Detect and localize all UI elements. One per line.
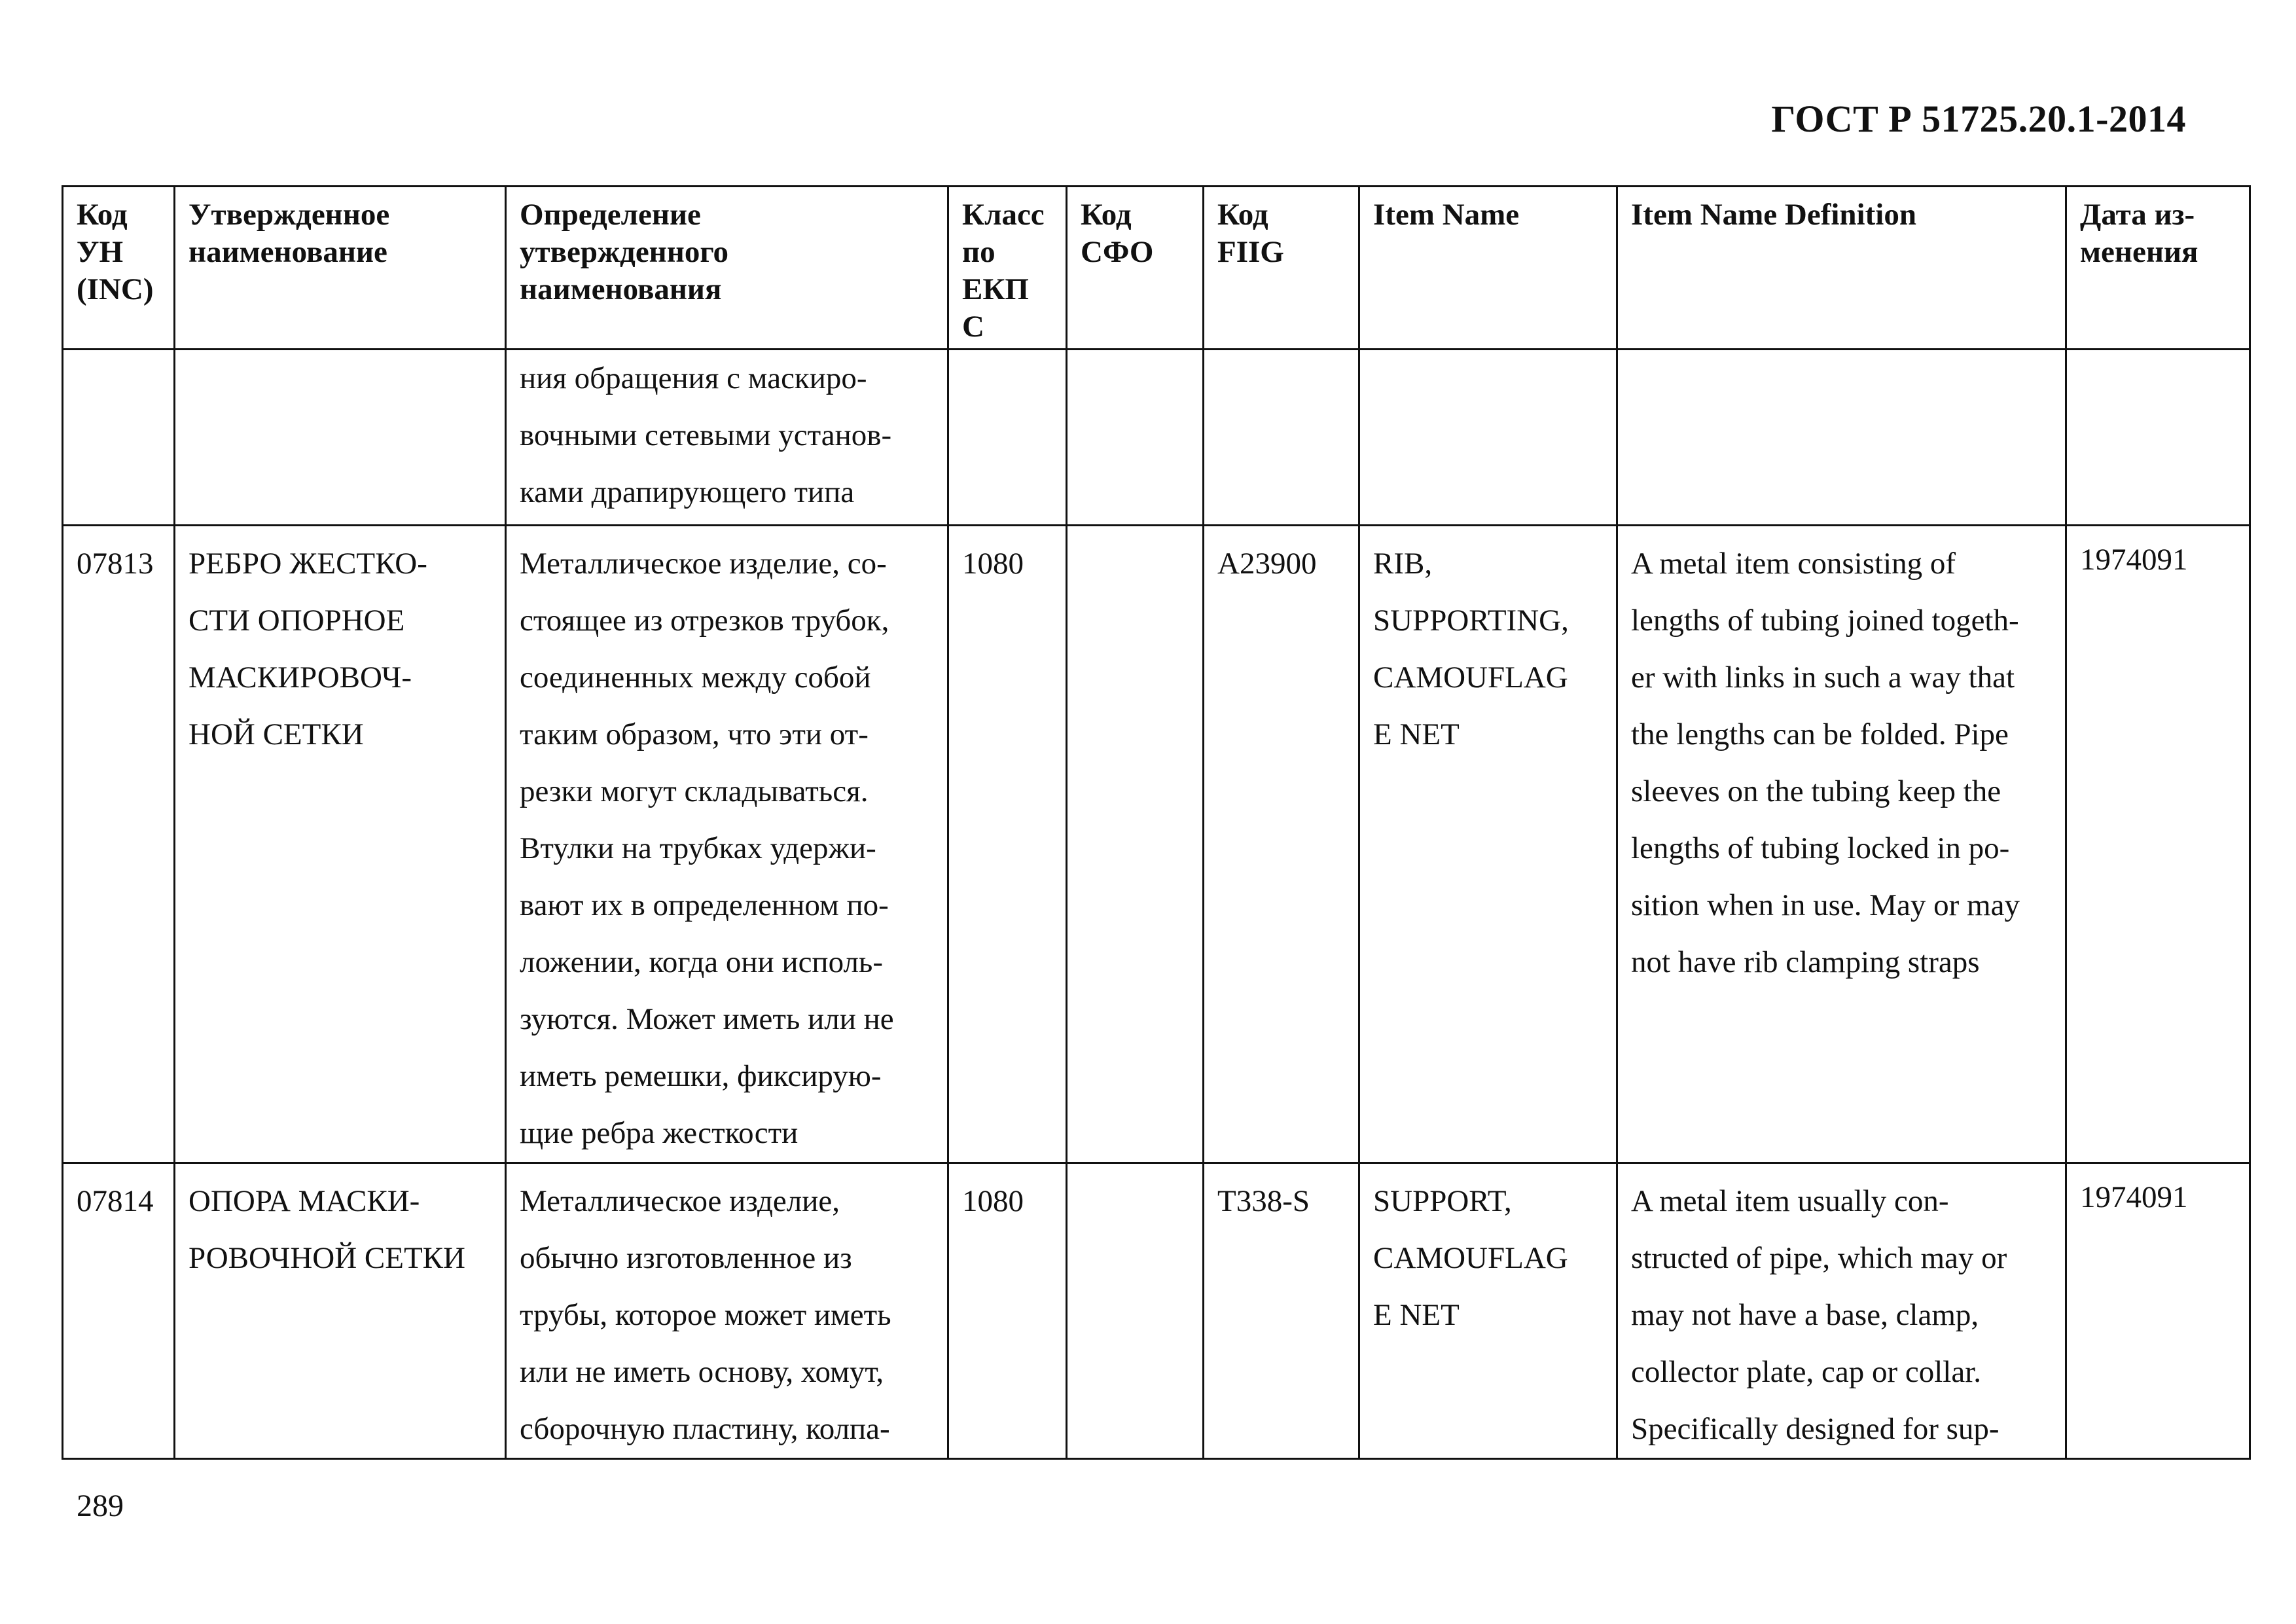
header-item-name-definition: Item Name Definition xyxy=(1617,187,2066,350)
cell-class xyxy=(948,350,1067,526)
cell-sfo xyxy=(1067,1163,1204,1459)
page-number: 289 xyxy=(77,1489,124,1523)
table-row xyxy=(63,526,2250,1163)
cell-date: 1974091 xyxy=(2066,526,2250,1163)
item-names-table xyxy=(62,185,2251,1460)
header-name-definition: Определение утвержденного наименования xyxy=(506,187,948,350)
cell-item-definition: A metal item usually con- structed of pipe, which may or may not have a base, clamp, collector plate, cap or collar. Specifically designed for sup- xyxy=(1617,1163,2066,1459)
cell-fiig: T338-S xyxy=(1204,1163,1359,1459)
table-header-row xyxy=(63,187,2250,350)
cell-class: 1080 xyxy=(948,1163,1067,1459)
cell-inc xyxy=(63,350,175,526)
header-approved-name: Утвержденное наименование xyxy=(175,187,506,350)
header-sfo: Код СФО xyxy=(1067,187,1204,350)
cell-name: РЕБРО ЖЕСТКО- СТИ ОПОРНОЕ МАСКИРОВОЧ- НОЙ СЕТКИ xyxy=(175,526,506,1163)
cell-item-definition: A metal item consisting of lengths of tubing joined togeth- er with links in such a way that the lengths can be folded. Pipe sleeves on the tubing keep the lengths of tubing locked in po- sition when in use. May or may not have rib clamping straps xyxy=(1617,526,2066,1163)
cell-item-name: RIB, SUPPORTING, CAMOUFLAG E NET xyxy=(1359,526,1617,1163)
cell-definition: Металлическое изделие, со- стоящее из отрезков трубок, соединенных между собой таким образом, что эти от- резки могут складываться. Втулки на трубках удержи- вают их в определенном по- ложении, когда они исполь- зуются. Может иметь или не иметь ремешки, фиксирую- щие ребра жесткости xyxy=(506,526,948,1163)
cell-date xyxy=(2066,350,2250,526)
header-fiig: Код FIIG xyxy=(1204,187,1359,350)
cell-definition: ния обращения с маскиро- вочными сетевыми установ- ками драпирующего типа xyxy=(506,350,948,526)
cell-inc: 07814 xyxy=(63,1163,175,1459)
table-row xyxy=(63,1163,2250,1459)
header-inc: Код УН (INC) xyxy=(63,187,175,350)
header-class: Класс по ЕКП С xyxy=(948,187,1067,350)
cell-sfo xyxy=(1067,526,1204,1163)
document-code: ГОСТ Р 51725.20.1-2014 xyxy=(1771,98,2186,140)
cell-fiig: A23900 xyxy=(1204,526,1359,1163)
cell-definition: Металлическое изделие, обычно изготовленное из трубы, которое может иметь или не иметь основу, хомут, сборочную пластину, колпа- xyxy=(506,1163,948,1459)
cell-sfo xyxy=(1067,350,1204,526)
cell-class: 1080 xyxy=(948,526,1067,1163)
cell-item-name: SUPPORT, CAMOUFLAG E NET xyxy=(1359,1163,1617,1459)
cell-fiig xyxy=(1204,350,1359,526)
cell-date: 1974091 xyxy=(2066,1163,2250,1459)
header-change-date: Дата из- менения xyxy=(2066,187,2250,350)
table-row-continuation xyxy=(63,350,2250,526)
cell-inc: 07813 xyxy=(63,526,175,1163)
cell-name xyxy=(175,350,506,526)
cell-item-name xyxy=(1359,350,1617,526)
cell-item-definition xyxy=(1617,350,2066,526)
header-item-name: Item Name xyxy=(1359,187,1617,350)
cell-name: ОПОРА МАСКИ- РОВОЧНОЙ СЕТКИ xyxy=(175,1163,506,1459)
